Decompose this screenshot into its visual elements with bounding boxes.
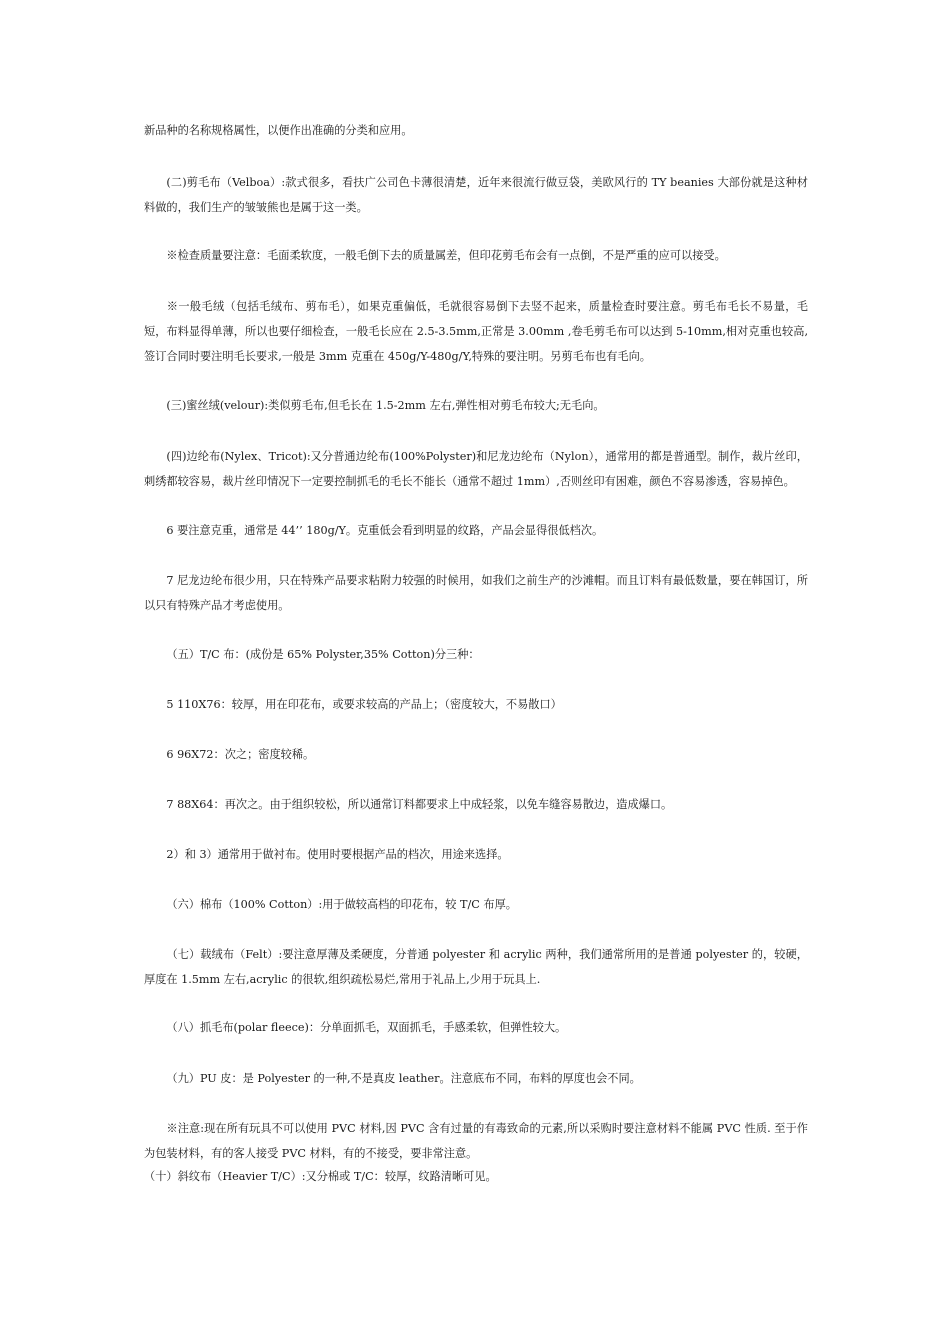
paragraph-tricot: (四)边纶布(Nylex、Tricot):又分普通边纶布(100%Polyster)和尼龙边纶布（Nylon），通常用的都是普通型。制作，裁片丝印，刺绣都较容易，裁片丝印情况下一定要控制抓毛的毛长不能长（通常不超过 1mm）,否则丝印有困难，颜色不容易渗透，容易掉色。 [144,450,808,488]
paragraph-nylon-tricot: 7 尼龙边纶布很少用，只在特殊产品要求粘附力较强的时候用，如我们之前生产的沙滩帽。而且订料有最低数量，要在韩国订，所以只有特殊产品才考虑使用。 [144,574,808,612]
paragraph-tc-96x72: 6 96X72：次之；密度较稀。 [166,748,315,761]
paragraph-pvc-note: ※注意:现在所有玩具不可以使用 PVC 材料,因 PVC 含有过量的有毒致命的元素,所以采购时要注意材料不能属 PVC 性质. 至于作为包装材料，有的客人接受 PVC 材料，有的不接受，要非常注意。 [144,1122,808,1160]
paragraph-velboa: (二)剪毛布（Velboa）:款式很多，看扶广公司色卡薄很清楚，近年来很流行做豆袋，美欧风行的 TY beanies 大部份就是这种材料做的，我们生产的皱皱熊也是属于这一类。 [144,176,808,214]
paragraph-pu-leather: （九）PU 皮：是 Polyester 的一种,不是真皮 leather。注意底布不同，布料的厚度也会不同。 [166,1072,641,1085]
paragraph-tricot-weight: 6 要注意克重，通常是 44’’ 180g/Y。克重低会看到明显的纹路，产品会显得很低档次。 [166,524,604,537]
paragraph-polar-fleece: （八）抓毛布(polar fleece)：分单面抓毛，双面抓毛，手感柔软，但弹性较大。 [166,1021,567,1034]
paragraph-intro: 新品种的名称规格属性，以便作出准确的分类和应用。 [144,124,413,137]
paragraph-plush-note: ※一般毛绒（包括毛绒布、剪布毛），如果克重偏低，毛就很容易倒下去竖不起来，质量检查时要注意。剪毛布毛长不易量，毛短，布料显得单薄，所以也要仔细检查，一般毛长应在 2.5-3.5mm,正常是 3.00mm ,卷毛剪毛布可以达到 5-10mm,相对克重也较高,签订合同时要注明毛长要求,一般是 3mm 克重在 450g/Y-480g/Y,特殊的要注明。另剪毛布也有毛向。 [144,300,808,363]
paragraph-twill: （十）斜纹布（Heavier T/C）:又分棉或 T/C：较厚，纹路清晰可见。 [144,1170,497,1183]
paragraph-cotton: （六）棉布（100% Cotton）:用于做较高档的印花布，较 T/C 布厚。 [166,898,517,911]
paragraph-tc-cloth: （五）T/C 布：(成份是 65% Polyster,35% Cotton)分三种： [166,648,480,661]
paragraph-velour: (三)蜜丝绒(velour):类似剪毛布,但毛长在 1.5-2mm 左右,弹性相对剪毛布较大;无毛向。 [166,399,605,412]
paragraph-felt: （七）载绒布（Felt）:要注意厚薄及柔硬度，分普通 polyester 和 acrylic 两种，我们通常所用的是普通 polyester 的，较硬，厚度在 1.5mm 左右,acrylic 的很软,组织疏松易烂,常用于礼品上,少用于玩具上. [144,948,808,986]
paragraph-velboa-quality-note: ※检查质量要注意：毛面柔软度，一般毛倒下去的质量属差，但印花剪毛布会有一点倒，不是严重的应可以接受。 [166,249,726,262]
paragraph-tc-110x76: 5 110X76：较厚，用在印花布，或要求较高的产品上；（密度较大，不易散口） [166,698,562,711]
paragraph-tc-88x64: 7 88X64：再次之。由于组织较松，所以通常订料都要求上中成轻浆，以免车缝容易散边，造成爆口。 [166,798,673,811]
paragraph-lining-usage: 2）和 3）通常用于做衬布。使用时要根据产品的档次，用途来选择。 [166,848,509,861]
